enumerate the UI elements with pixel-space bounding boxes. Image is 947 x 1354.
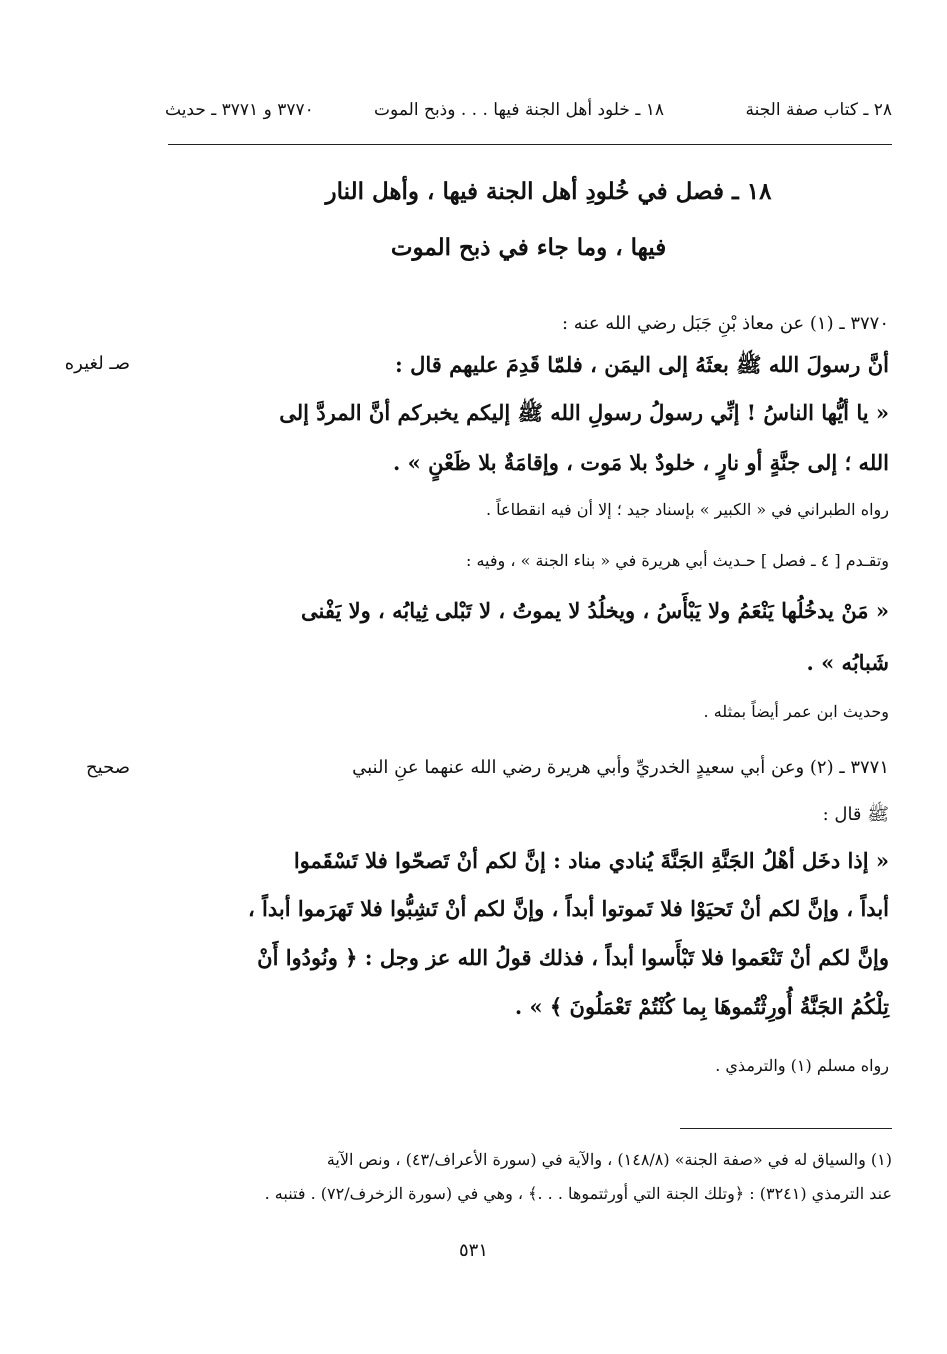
hadith-3770-text-3: الله ؛ إلى جنَّةٍ أو نارٍ ، خلودٌ بلا مَوت ، وإقامَةٌ بلا ظَعْنٍ » . [393, 450, 889, 475]
page-number: ٥٣١ [458, 1240, 488, 1261]
hadith-3771-grade: صحيح [86, 757, 130, 778]
header-book-title: ٢٨ ـ كتاب صفة الجنة [745, 100, 892, 120]
hadith-3770-intro: ٣٧٧٠ ـ (١) عن معاذ بْنِ جَبَل رضي الله عنه : [561, 313, 889, 334]
hadith-3771-text-2: أبداً ، وإنَّ لكم أنْ تَحيَوْا فلا تَموتوا أبداً ، وإنَّ لكم أنْ تَشِبُّوا فلا تَهرَموا أبداً ، [247, 896, 889, 921]
hadith-3771-text-3: وإنَّ لكم أنْ تَنْعَموا فلا تَبْأَسوا أبداً ، فذلك قولُ الله عز وجل : ﴿ ونُودُوا أَنْ [257, 945, 889, 970]
hadith-3770-quote-2: شَبابُه » . [806, 650, 889, 675]
chapter-title-line-2: فيها ، وما جاء في ذبح الموت [390, 234, 667, 261]
hadith-3770-source: رواه الطبراني في « الكبير » بإسناد جيد ؛ إلا أن فيه انقطاعاً . [485, 500, 889, 519]
hadith-3770-quote-1: « مَنْ يدخُلُها يَنْعَمُ ولا يَبْأَسُ ، ويخلُدُ لا يموتُ ، لا تَبْلى ثِيابُه ، ولا يَفْنى [301, 598, 889, 623]
hadith-3771-source: رواه مسلم (١) والترمذي . [715, 1056, 889, 1075]
footnote-line-1: (١) والسياق له في «صفة الجنة» (١٤٨/٨) ، والآية في (سورة الأعراف/٤٣) ، ونص الآية [326, 1150, 892, 1169]
chapter-title-line-1: ١٨ ـ فصل في خُلودِ أهل الجنة فيها ، وأهل النار [325, 178, 772, 205]
hadith-3770-text-1: أنَّ رسولَ الله ﷺ بعثَهُ إلى اليمَن ، فلمّا قَدِمَ عليهم قال : [395, 352, 889, 377]
hadith-3771-text-1: « إذا دخَل أهْلُ الجَنَّةِ الجَنَّةَ يُنادي مناد : إنَّ لكم أنْ تَصحّوا فلا تَسْقَموا [293, 848, 889, 873]
footnote-divider [680, 1128, 892, 1129]
running-header [165, 100, 892, 128]
hadith-3770-reference: وتقـدم [ ٤ ـ فصل ] حـديث أبي هريرة في « بناء الجنة » ، وفيه : [466, 551, 889, 570]
header-hadith-range: ٣٧٧٠ و ٣٧٧١ ـ حديث [165, 100, 314, 120]
header-divider [168, 144, 892, 145]
header-chapter-title: ١٨ ـ خلود أهل الجنة فيها . . . وذبح الموت [374, 100, 664, 120]
hadith-3770-grade: صـ لغيره [64, 353, 130, 374]
hadith-3770-text-2: « يا أيُّها الناسُ ! إنِّي رسولُ رسولِ الله ﷺ إليكم يخبركم أنَّ المردَّ إلى [279, 400, 889, 425]
footnote-line-2: عند الترمذي (٣٢٤١) : ﴿وتلك الجنة التي أورثتموها . . .﴾ ، وهي في (سورة الزخرف/٧٢) . فتنبه . [264, 1184, 892, 1203]
hadith-3771-text-4: تِلْكُمُ الجَنَّةُ أُورِثْتُموهَا بِما كُنْتُمْ تَعْمَلُونَ ﴾ » . [514, 994, 889, 1019]
hadith-3771-intro: ٣٧٧١ ـ (٢) وعن أبي سعيدٍ الخدريِّ وأبي هريرة رضي الله عنهما عنِ النبي [352, 757, 889, 778]
hadith-3771-intro-2: ﷺ قال : [822, 804, 889, 825]
hadith-3770-also: وحديث ابن عمر أيضاً بمثله . [703, 702, 889, 721]
